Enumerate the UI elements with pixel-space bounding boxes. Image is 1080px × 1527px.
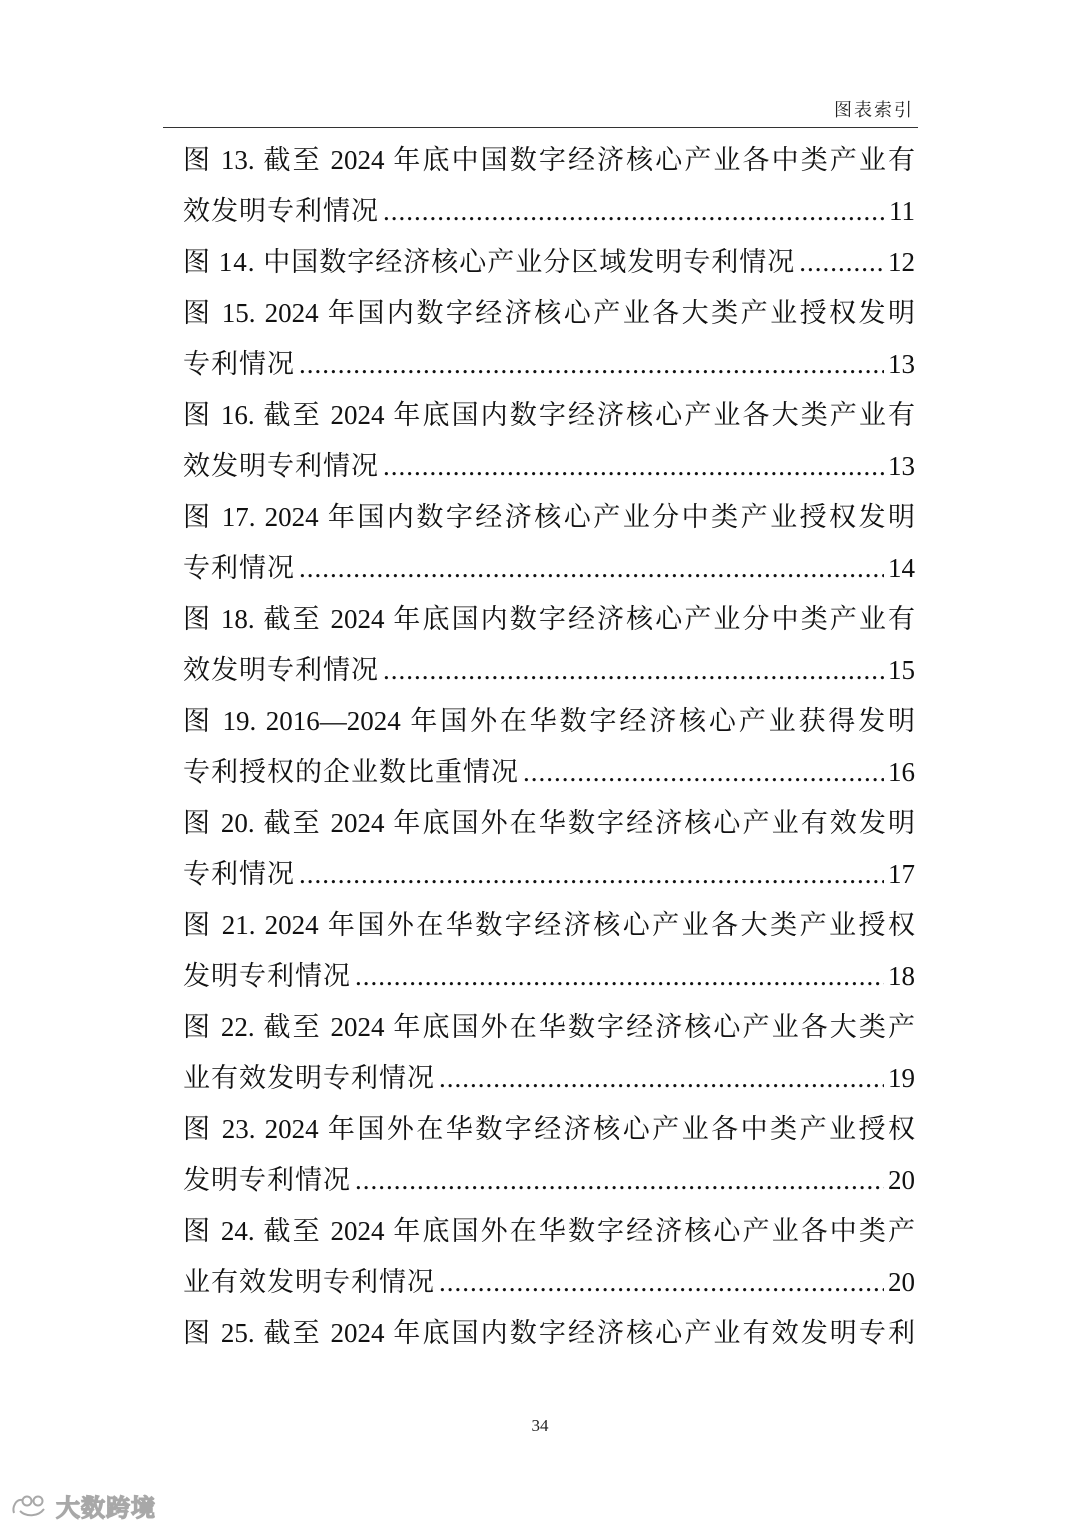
- watermark: [10, 1488, 156, 1523]
- toc-entry[interactable]: [183, 492, 915, 594]
- toc-entry-page-number: 17: [888, 859, 915, 889]
- dot-leader: [523, 747, 884, 798]
- toc-entry-title-end: 发明专利情况: [183, 961, 351, 991]
- toc-entry[interactable]: [183, 288, 915, 390]
- toc-entry-title-line: 图 17. 2024 年国内数字经济核心产业分中类产业授权发明: [183, 502, 915, 532]
- toc-entry-title-line: 图 23. 2024 年国外在华数字经济核心产业各中类产业授权: [183, 1114, 915, 1144]
- toc-entry-title-end: 业有效发明专利情况: [183, 1063, 435, 1093]
- toc-entry[interactable]: [183, 900, 915, 1002]
- toc-entry-title-end: 专利授权的企业数比重情况: [183, 757, 519, 787]
- toc-entry-leader-line: [183, 237, 915, 288]
- toc-entry-leader-line: [183, 1257, 915, 1308]
- toc-entry-leader-line: [183, 1053, 915, 1104]
- dot-leader: [799, 237, 884, 288]
- toc-entry-leader-line: [183, 441, 915, 492]
- dot-leader: [439, 1053, 884, 1104]
- toc-entry-title-end: 专利情况: [183, 349, 295, 379]
- toc-entry-leader-line: [183, 186, 915, 237]
- toc-entry-title-end: 发明专利情况: [183, 1165, 351, 1195]
- toc-entry-title-line: 图 24. 截至 2024 年底国外在华数字经济核心产业各中类产: [183, 1216, 915, 1246]
- toc-entry[interactable]: [183, 594, 915, 696]
- dot-leader: [355, 951, 884, 1002]
- toc-entry-leader-line: [183, 339, 915, 390]
- toc-entry-title-line: 图 13. 截至 2024 年底中国数字经济核心产业各中类产业有: [183, 145, 915, 175]
- toc-entry-title-line: 图 21. 2024 年国外在华数字经济核心产业各大类产业授权: [183, 910, 915, 940]
- toc-entry-title-line: 图 20. 截至 2024 年底国外在华数字经济核心产业有效发明: [183, 808, 915, 838]
- toc-entry-page-number: 13: [888, 451, 915, 481]
- toc-entry-title-line: 图 15. 2024 年国内数字经济核心产业各大类产业授权发明: [183, 298, 915, 328]
- toc-entry-title-end: 效发明专利情况: [183, 451, 379, 481]
- header-rule: [163, 127, 918, 128]
- toc-entry-title-line[interactable]: 图 25. 截至 2024 年底国内数字经济核心产业有效发明专利: [183, 1318, 915, 1348]
- dot-leader: [439, 1257, 884, 1308]
- toc-entry-leader-line: [183, 543, 915, 594]
- toc-entry[interactable]: [183, 135, 915, 237]
- toc-entry-page-number: 20: [888, 1165, 915, 1195]
- toc-entry-page-number: 19: [888, 1063, 915, 1093]
- toc-entry-page-number: 13: [888, 349, 915, 379]
- toc-entry[interactable]: [183, 390, 915, 492]
- running-header: 图表索引: [834, 100, 914, 120]
- dot-leader: [383, 645, 884, 696]
- toc-entry-title-end: 效发明专利情况: [183, 655, 379, 685]
- toc-entry-title-line: 图 19. 2016—2024 年国外在华数字经济核心产业获得发明: [183, 706, 915, 736]
- page-number: 34: [531, 1416, 549, 1435]
- watermark-text: 大数跨境: [56, 1494, 156, 1522]
- toc-entry-title-end: 专利情况: [183, 553, 295, 583]
- toc-entry-leader-line: [183, 1155, 915, 1206]
- toc-entry[interactable]: [183, 1002, 915, 1104]
- dashujuajing-logo-icon: [10, 1493, 50, 1519]
- dot-leader: [299, 339, 884, 390]
- toc-entry[interactable]: [183, 696, 915, 798]
- toc-entry[interactable]: [183, 798, 915, 900]
- dot-leader: [299, 543, 884, 594]
- dot-leader: [383, 441, 884, 492]
- toc-entry[interactable]: [183, 237, 915, 288]
- dot-leader: [383, 186, 885, 237]
- toc-entry-title-end: 专利情况: [183, 859, 295, 889]
- toc-entry-page-number: 11: [889, 196, 915, 226]
- toc-entry-title-line: 图 22. 截至 2024 年底国外在华数字经济核心产业各大类产: [183, 1012, 915, 1042]
- toc-entry[interactable]: [183, 1104, 915, 1206]
- toc-entry-page-number: 20: [888, 1267, 915, 1297]
- toc-entry-title-line: 图 16. 截至 2024 年底国内数字经济核心产业各大类产业有: [183, 400, 915, 430]
- toc-entry-title-end: 效发明专利情况: [183, 196, 379, 226]
- toc-entry-page-number: 12: [888, 247, 915, 277]
- toc-entry-title-line: 图 18. 截至 2024 年底国内数字经济核心产业分中类产业有: [183, 604, 915, 634]
- figure-index-list: [183, 135, 915, 1359]
- toc-entry-page-number: 14: [888, 553, 915, 583]
- toc-entry-leader-line: [183, 747, 915, 798]
- toc-entry-title-end: 业有效发明专利情况: [183, 1267, 435, 1297]
- toc-entry-page-number: 18: [888, 961, 915, 991]
- toc-entry-page-number: 16: [888, 757, 915, 787]
- toc-entry[interactable]: [183, 1206, 915, 1308]
- toc-entry-leader-line: [183, 849, 915, 900]
- dot-leader: [355, 1155, 884, 1206]
- toc-entry-leader-line: [183, 645, 915, 696]
- dot-leader: [299, 849, 884, 900]
- toc-entry-leader-line: [183, 951, 915, 1002]
- toc-entry-title-end: 图 14. 中国数字经济核心产业分区域发明专利情况: [183, 247, 796, 277]
- toc-entry-page-number: 15: [888, 655, 915, 685]
